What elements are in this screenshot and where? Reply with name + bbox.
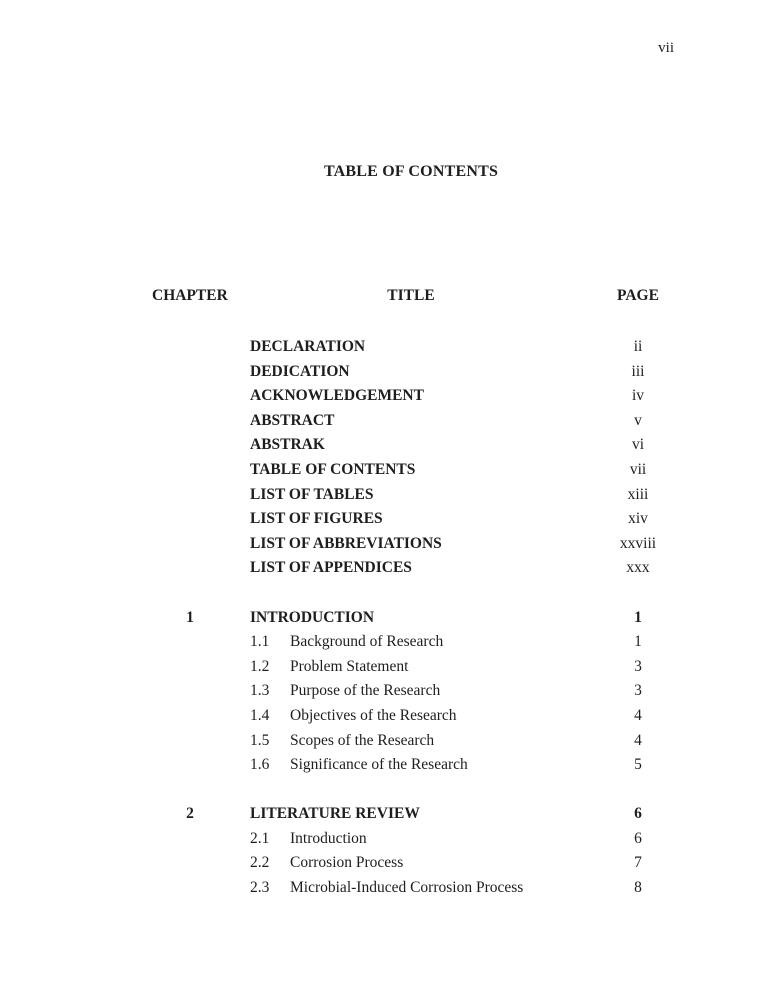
entry-page: xxx [626,559,650,577]
entry-title: ACKNOWLEDGEMENT [250,387,424,405]
chapter-number-cell [152,876,228,901]
chapter-number-cell [152,384,228,409]
front-matter-row [152,483,670,508]
entry-page: ii [633,338,643,355]
section-title: Introduction [290,829,367,847]
chapter-title: LITERATURE REVIEW [250,805,420,823]
chapter-number-cell [152,729,228,754]
entry-title: DECLARATION [250,338,366,355]
entry-page: vii [629,460,647,478]
chapter-number-cell [152,483,228,508]
front-matter-row [152,507,670,532]
chapter-number: 2 [186,805,194,823]
column-header-title: TITLE [387,287,435,304]
section-row [152,729,670,754]
section-row [152,704,670,729]
section-title: Objectives of the Research [290,706,457,724]
section-page: 7 [634,854,642,872]
section-number: 1.5 [250,731,270,749]
chapter-page: 6 [634,805,642,823]
column-header-chapter: CHAPTER [152,287,228,304]
entry-title: DEDICATION [250,362,350,380]
entry-title: LIST OF FIGURES [250,510,383,528]
front-matter-row [152,335,670,360]
chapter-number: 1 [186,608,194,626]
section-title: Purpose of the Research [290,682,441,700]
section-page: 1 [634,633,642,651]
section-row [152,851,670,876]
entry-page: iv [631,387,645,405]
section-page: 4 [634,706,642,724]
section-row [152,630,670,655]
section-number: 2.2 [250,854,270,872]
chapter-row [152,802,670,827]
section-title: Significance of the Research [290,756,468,774]
section-number: 1.4 [250,706,270,724]
entry-page: xxviii [619,534,657,552]
chapter-page: 1 [634,608,642,626]
column-header-page: PAGE [617,287,659,304]
chapter-number-cell [152,827,228,852]
entry-title: ABSTRAK [250,436,325,454]
entry-title: TABLE OF CONTENTS [250,460,416,478]
chapter-number-cell [152,753,228,778]
section-page: 8 [634,879,642,897]
front-matter-row [152,556,670,581]
section-page: 3 [634,682,642,700]
front-matter-row [152,532,670,557]
chapter-number-cell [152,630,228,655]
entry-page: iii [631,362,645,380]
section-number: 1.1 [250,633,270,651]
chapter-number-cell [152,360,228,385]
entry-title: LIST OF APPENDICES [250,559,412,577]
section-title: Corrosion Process [290,854,404,872]
section-row [152,876,670,901]
section-number: 1.2 [250,657,270,675]
chapter-number-cell [152,458,228,483]
chapter-title: INTRODUCTION [250,608,375,626]
section-page: 3 [634,657,642,675]
chapter-number-cell [152,851,228,876]
chapter-number-cell [152,679,228,704]
chapter-number-cell [152,704,228,729]
chapter-number-cell [152,433,228,458]
section-number: 1.3 [250,682,270,700]
entry-page: vi [631,436,645,454]
front-matter-row [152,360,670,385]
section-row [152,753,670,778]
entry-page: v [634,411,642,429]
section-page: 6 [634,829,642,847]
section-title: Microbial-Induced Corrosion Process [290,879,524,897]
section-row [152,655,670,680]
section-gap [152,581,670,606]
section-title: Problem Statement [290,657,409,675]
chapter-number-cell [152,409,228,434]
table-of-contents [152,335,670,901]
chapter-number-cell [152,556,228,581]
section-row [152,679,670,704]
section-number: 2.1 [250,829,270,847]
front-matter-row [152,433,670,458]
section-page: 4 [634,731,642,749]
front-matter-row [152,384,670,409]
corner-page-number: vii [658,40,674,56]
front-matter-row [152,409,670,434]
section-gap [152,778,670,803]
section-title: Background of Research [290,633,444,651]
chapter-row [152,606,670,631]
entry-title: LIST OF TABLES [250,485,374,503]
front-matter-row [152,458,670,483]
section-number: 1.6 [250,756,270,774]
entry-title: ABSTRACT [250,411,335,429]
table-column-headers [152,287,670,307]
chapter-number-cell [152,507,228,532]
chapter-number-cell [152,335,228,360]
section-row [152,827,670,852]
section-title: Scopes of the Research [290,731,435,749]
document-title: TABLE OF CONTENTS [323,163,499,180]
entry-page: xiv [628,510,648,528]
chapter-number-cell [152,532,228,557]
entry-page: xiii [627,485,649,503]
section-number: 2.3 [250,879,270,897]
entry-title: LIST OF ABBREVIATIONS [250,534,442,552]
chapter-number-cell [152,655,228,680]
section-page: 5 [634,756,642,774]
